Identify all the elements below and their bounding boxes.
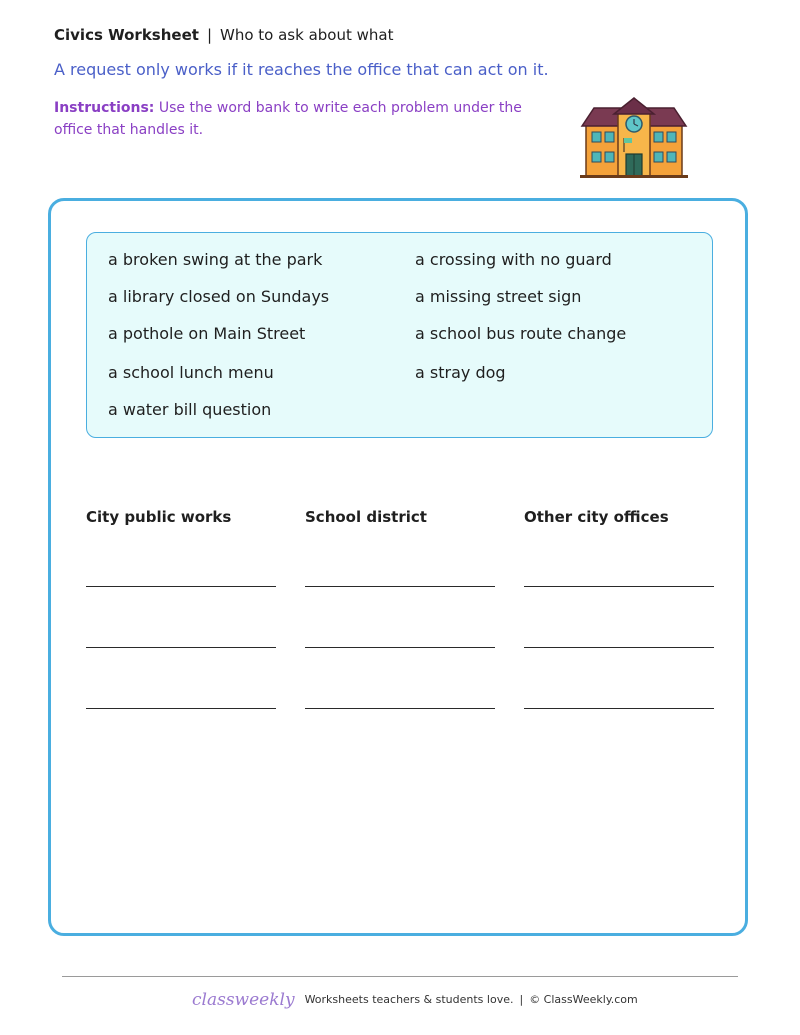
instructions-label: Instructions:	[54, 100, 155, 116]
word-bank-item: a stray dog	[415, 363, 506, 382]
footer-separator: |	[519, 993, 524, 1006]
footer-brand-logo: classweekly	[192, 990, 295, 1010]
worksheet-topic: Who to ask about what	[220, 26, 394, 44]
column-title-school-district: School district	[305, 508, 427, 526]
answer-line-public-works-1[interactable]	[86, 586, 276, 587]
answer-line-public-works-3[interactable]	[86, 708, 276, 709]
answer-line-other-offices-1[interactable]	[524, 586, 714, 587]
answer-line-public-works-2[interactable]	[86, 647, 276, 648]
answer-line-school-district-2[interactable]	[305, 647, 495, 648]
word-bank-item: a library closed on Sundays	[108, 287, 330, 306]
footer	[192, 990, 638, 1010]
footer-tagline: Worksheets teachers & students love.	[304, 993, 514, 1006]
answer-line-school-district-1[interactable]	[305, 586, 495, 587]
worksheet-subject: Civics Worksheet	[54, 26, 199, 44]
word-bank-item: a broken swing at the park	[108, 250, 323, 269]
footer-divider	[62, 976, 738, 977]
word-bank-item: a school lunch menu	[108, 363, 274, 382]
footer-copyright: © ClassWeekly.com	[529, 993, 638, 1006]
worksheet-subtitle: A request only works if it reaches the office that can act on it.	[54, 60, 549, 79]
word-bank-item: a pothole on Main Street	[108, 324, 306, 343]
column-title-public-works: City public works	[86, 508, 232, 526]
answer-line-school-district-3[interactable]	[305, 708, 495, 709]
worksheet-header	[54, 26, 393, 44]
school-building-icon	[580, 96, 688, 180]
column-title-other-offices: Other city offices	[524, 508, 669, 526]
word-bank-item: a water bill question	[108, 400, 272, 419]
answer-line-other-offices-3[interactable]	[524, 708, 714, 709]
answer-line-other-offices-2[interactable]	[524, 647, 714, 648]
word-bank-item: a crossing with no guard	[415, 250, 612, 269]
word-bank-item: a school bus route change	[415, 324, 627, 343]
instructions	[54, 97, 564, 141]
instructions-text: Use the word bank to write each problem under the office that handles it.	[54, 100, 522, 138]
header-separator: |	[206, 26, 212, 44]
word-bank-item: a missing street sign	[415, 287, 582, 306]
